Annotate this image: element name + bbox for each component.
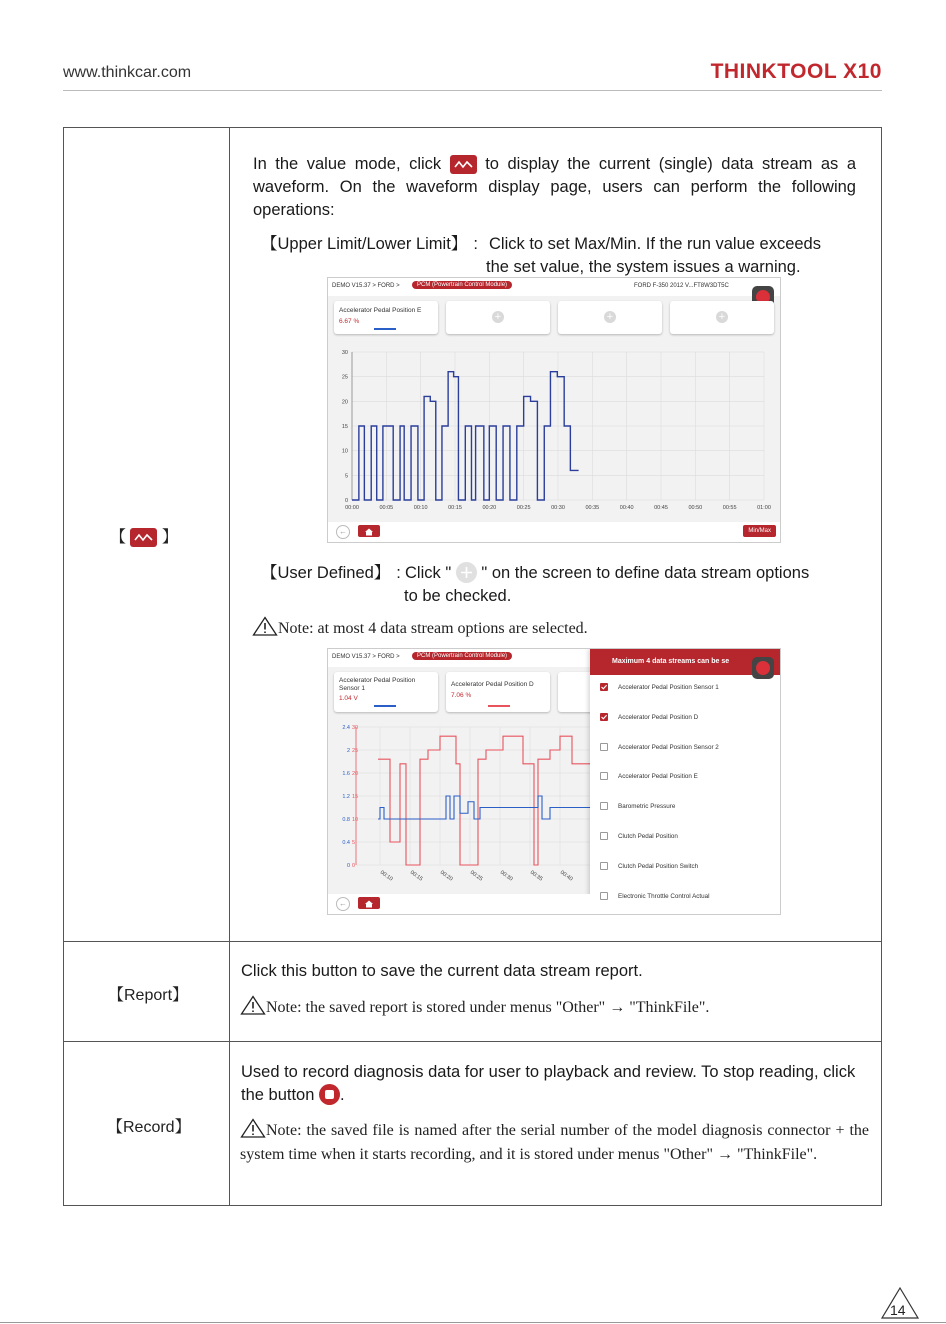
stream-option-label: Accelerator Pedal Position D — [618, 713, 699, 721]
y-left-tick-label: 1.2 — [342, 794, 350, 800]
x-tick-label: 00:20 — [438, 869, 454, 883]
waveform-intro: In the value mode, click to display the current (single) data stream as a waveform. On the waveform display page, users can perform the following operations: — [253, 155, 857, 219]
checkbox-icon[interactable] — [600, 862, 608, 870]
data-tile-1[interactable]: Accelerator Pedal Position Sensor 1 1.04 V — [334, 672, 438, 712]
select-streams-screenshot — [327, 648, 781, 915]
header-divider — [63, 90, 882, 91]
x-tick-label: 00:45 — [654, 505, 668, 511]
y-right-tick-label: 30 — [352, 725, 359, 731]
bracket-right: 】 — [161, 529, 178, 546]
stream-option[interactable] — [600, 892, 775, 904]
y-tick-label: 25 — [341, 374, 348, 381]
stream-option-label: Electronic Throttle Control Actual — [618, 892, 710, 900]
x-tick-label: 00:40 — [558, 869, 574, 883]
x-tick-label: 00:40 — [619, 505, 634, 511]
y-tick-label: 30 — [341, 350, 348, 356]
x-tick-label: 00:25 — [468, 869, 484, 883]
site-url: www.thinkcar.com — [63, 64, 192, 81]
limit-text-1: Click to set Max/Min. If the run value exceeds — [489, 235, 821, 253]
report-label: 【Report】 — [108, 987, 189, 1004]
breadcrumb: DEMO V15.37 > FORD > — [332, 283, 400, 289]
x-tick-label: 00:20 — [482, 505, 497, 511]
x-tick-label: 00:10 — [413, 505, 428, 511]
back-arrow-icon[interactable]: ← — [336, 525, 350, 539]
y-tick-label: 10 — [341, 448, 348, 455]
plus-icon: + — [604, 311, 616, 323]
empty-tile[interactable] — [670, 301, 774, 334]
waveform-button-label — [110, 524, 178, 547]
record-label: 【Record】 — [107, 1119, 191, 1136]
waveform-icon — [450, 155, 477, 174]
screen-bottombar — [328, 894, 590, 914]
stream-option-label: Accelerator Pedal Position Sensor 1 — [618, 684, 719, 691]
y-right-tick-label: 20 — [352, 771, 359, 777]
user-defined-text-2: to be checked. — [404, 587, 512, 605]
y-right-tick-label: 10 — [352, 817, 359, 823]
x-tick-label: 00:25 — [516, 505, 531, 511]
empty-tile[interactable] — [558, 301, 662, 334]
checkbox-icon[interactable] — [600, 892, 608, 900]
x-tick-label: 00:55 — [722, 505, 737, 511]
empty-tile[interactable] — [446, 301, 550, 334]
x-tick-label: 00:50 — [688, 505, 703, 511]
x-tick-label: 00:10 — [378, 869, 394, 883]
x-tick-label: 00:15 — [448, 505, 462, 511]
waveform-screenshot — [327, 277, 781, 543]
stream-option[interactable] — [600, 862, 775, 874]
report-text: Click this button to save the current data stream report. — [241, 962, 643, 980]
checkbox-icon[interactable] — [600, 832, 608, 840]
stream-select-panel — [590, 649, 780, 915]
checkbox-checked-icon[interactable] — [600, 713, 608, 721]
home-icon[interactable] — [358, 525, 380, 537]
home-icon[interactable] — [358, 897, 380, 909]
y-tick-label: 5 — [344, 473, 348, 480]
stream-option[interactable] — [600, 683, 775, 695]
x-tick-label: 00:35 — [585, 505, 600, 511]
row-report-content-cell — [229, 941, 882, 1042]
y-right-tick-label: 0 — [352, 863, 356, 869]
y-left-tick-label: 2 — [346, 748, 350, 754]
dual-stream-chart — [328, 719, 590, 889]
stream-option[interactable] — [600, 743, 775, 755]
stream-option-label: Barometric Pressure — [618, 803, 676, 811]
data-tile-active[interactable]: Accelerator Pedal Position E 6.67 % — [334, 301, 438, 334]
y-left-tick-label: 2.4 — [342, 725, 350, 731]
waveform-chart — [328, 340, 780, 520]
plus-icon: + — [716, 311, 728, 323]
x-tick-label: 01:00 — [757, 505, 771, 511]
stream-option[interactable] — [600, 832, 775, 844]
screen-bottombar — [328, 522, 780, 542]
panel-title: Maximum 4 data streams can be se — [612, 658, 730, 665]
brand-title: THINKTOOL X10 — [710, 60, 882, 83]
stream-option-label: Clutch Pedal Position — [618, 833, 678, 840]
y-left-tick-label: 0.4 — [342, 840, 350, 846]
record-stop-button[interactable] — [752, 657, 774, 679]
stream-option[interactable] — [600, 802, 775, 814]
note-max-streams: Note: at most 4 data stream options are selected. — [252, 616, 588, 638]
vehicle-info: FORD F-350 2012 V...FT8W3DT5C — [634, 283, 729, 289]
y-left-tick-label: 0 — [346, 863, 350, 869]
plus-icon: + — [492, 311, 504, 323]
x-tick-label: 00:15 — [408, 869, 424, 883]
stream-option-label: Accelerator Pedal Position E — [618, 773, 698, 781]
bracket-left: 【 — [110, 529, 127, 546]
checkbox-icon[interactable] — [600, 802, 608, 810]
series-color-swatch — [374, 705, 396, 707]
x-tick-label: 00:35 — [528, 869, 544, 883]
stream-option[interactable] — [600, 713, 775, 725]
waveform-icon — [130, 528, 157, 547]
min-max-button[interactable]: Min/Max — [743, 525, 776, 537]
y-tick-label: 20 — [341, 399, 348, 406]
series-line — [352, 372, 579, 500]
screen-topbar — [328, 278, 780, 296]
module-pill[interactable]: PCM (Powertrain Control Module) — [412, 652, 512, 660]
y-right-tick-label: 25 — [352, 748, 359, 754]
user-defined-title: 【User Defined】 : — [261, 564, 401, 582]
warning-icon — [252, 616, 278, 636]
breadcrumb: DEMO V15.37 > FORD > — [332, 654, 400, 660]
back-arrow-icon[interactable]: ← — [336, 897, 350, 911]
module-pill[interactable]: PCM (Powertrain Control Module) — [412, 281, 512, 289]
limit-text-2: the set value, the system issues a warning. — [486, 258, 801, 276]
y-right-tick-label: 15 — [352, 794, 359, 800]
series-color-swatch — [374, 328, 396, 330]
warning-icon — [240, 1118, 266, 1138]
checkbox-checked-icon[interactable] — [600, 683, 608, 691]
page-number: 14 — [890, 1302, 906, 1318]
y-right-tick-label: 5 — [352, 840, 356, 846]
x-tick-label: 00:30 — [498, 869, 514, 883]
y-tick-label: 0 — [344, 498, 348, 504]
y-left-tick-label: 0.8 — [342, 817, 350, 823]
warning-icon — [240, 995, 266, 1015]
x-tick-label: 00:00 — [345, 505, 359, 511]
user-defined-text: Click " " on the screen to define data stream options — [405, 564, 810, 582]
plus-icon — [456, 562, 477, 583]
y-tick-label: 15 — [341, 424, 348, 430]
checkbox-icon[interactable] — [600, 743, 608, 751]
series-color-swatch — [488, 705, 510, 707]
stream-option-label: Accelerator Pedal Position Sensor 2 — [618, 743, 719, 751]
note-record: Note: the saved file is named after the serial number of the model diagnosis connector + the system time when it starts recording, and it is stored under menus "Other" → "ThinkFile". — [240, 1118, 869, 1167]
y-left-tick-label: 1.6 — [342, 771, 350, 777]
limit-title: 【Upper Limit/Lower Limit】 : — [261, 235, 478, 253]
note-report: Note: the saved report is stored under menus "Other" → "ThinkFile". — [240, 995, 709, 1017]
x-tick-label: 00:05 — [379, 505, 394, 511]
footer-line — [0, 1322, 946, 1323]
data-tile-2[interactable]: Accelerator Pedal Position D 7.06 % — [446, 672, 550, 712]
record-text: Used to record diagnosis data for user to playback and review. To stop reading, click the button . — [241, 1063, 856, 1104]
stop-icon — [319, 1084, 340, 1105]
stream-option-label: Clutch Pedal Position Switch — [618, 862, 699, 870]
stream-option[interactable] — [600, 772, 775, 784]
checkbox-icon[interactable] — [600, 772, 608, 780]
x-tick-label: 00:30 — [551, 505, 565, 511]
